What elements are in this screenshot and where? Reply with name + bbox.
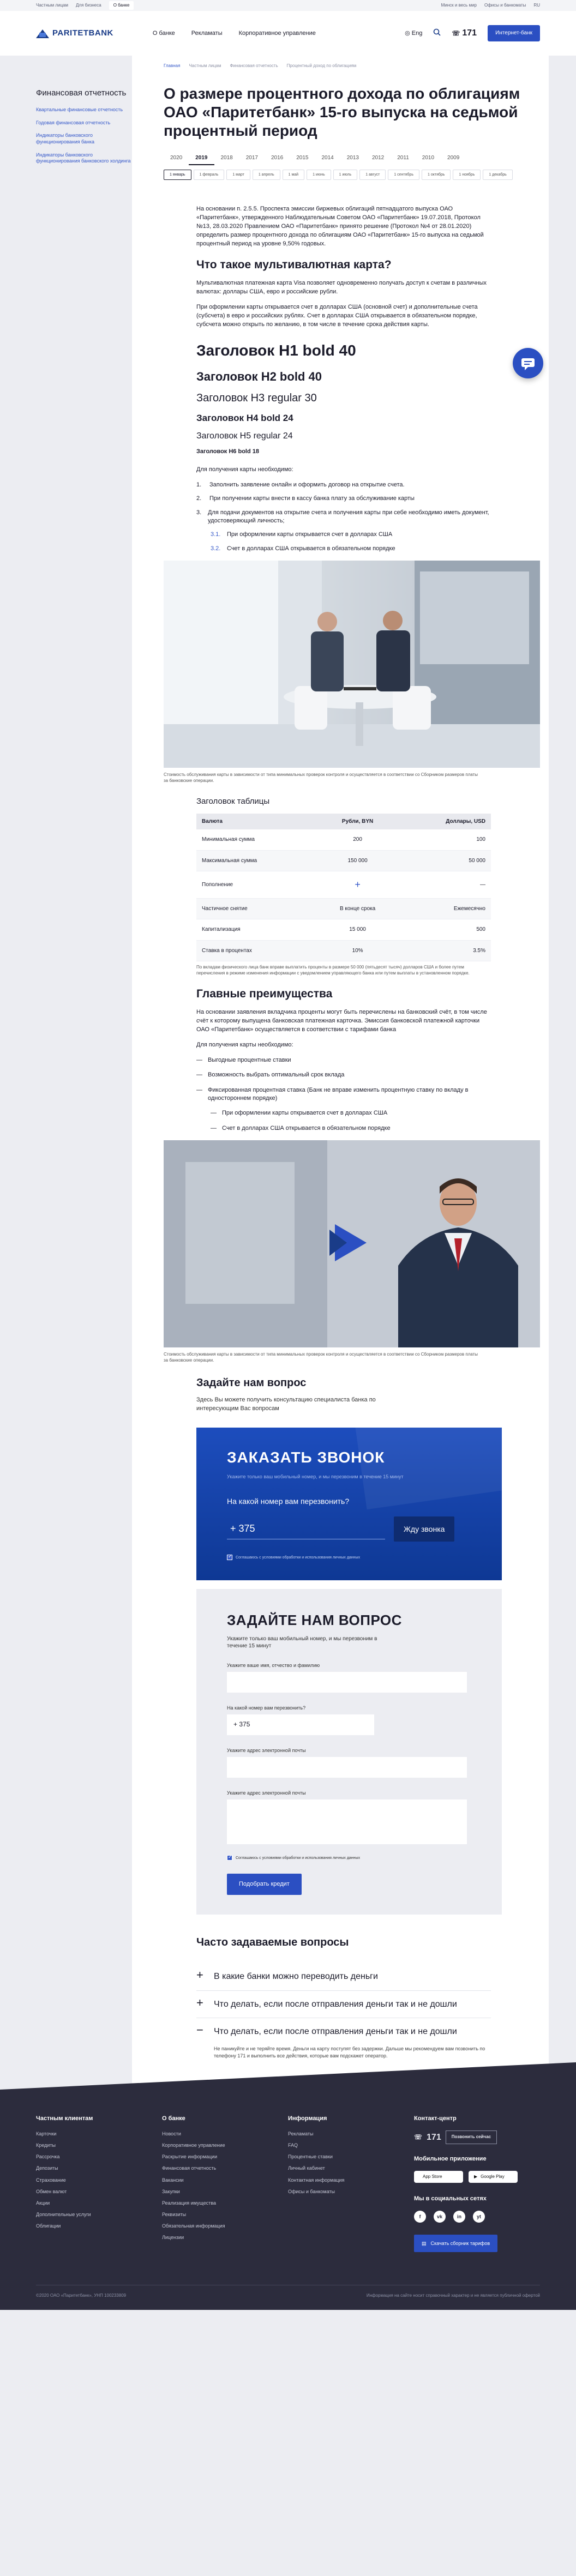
footer-link[interactable]: Процентные ставки [288, 2154, 333, 2160]
phone-icon: ☏ [414, 2133, 423, 2141]
chat-icon [513, 348, 543, 378]
footer-link[interactable]: Вакансии [162, 2177, 184, 2183]
list-item: — Счет в долларах США открывается в обязательном порядке [211, 1124, 391, 1131]
faq-item-open[interactable]: − Что делать, если после отправления деньги так и не дошли [196, 2023, 457, 2037]
footer-link[interactable]: Кредиты [36, 2142, 56, 2148]
region-selector[interactable]: Минск и весь мир [441, 2, 477, 8]
main-content [132, 56, 549, 2090]
name-label: Укажите ваше имя, отчество и фамилию [227, 1662, 320, 1668]
callback-title: ЗАКАЗАТЬ ЗВОНОК [227, 1448, 385, 1466]
language-link[interactable]: RU [533, 2, 540, 8]
footer-link[interactable]: Рассрочка [36, 2154, 60, 2160]
month-tab[interactable]: 1 октябрь [422, 170, 451, 180]
month-tab[interactable]: 1 апрель [253, 170, 280, 180]
heading-h3-sample: Заголовок H3 regular 30 [196, 392, 317, 405]
month-tab[interactable]: 1 март [226, 170, 250, 180]
footer-link[interactable]: Страхование [36, 2177, 66, 2183]
sidebar-title: Финансовая отчетность [36, 88, 127, 98]
google-play-button[interactable]: ▶ Google Play [469, 2171, 518, 2183]
steps-list [196, 481, 491, 553]
footer-link[interactable]: Обмен валют [36, 2188, 67, 2194]
nav-corporate[interactable]: Корпоративное управление [238, 29, 316, 37]
copyright: ©2020 ОАО «Паритетбанк», УНП 100233809 [36, 2293, 127, 2298]
site-footer [0, 2090, 576, 2310]
footer-link[interactable]: Раскрытие информации [162, 2154, 218, 2160]
question-form-title: ЗАДАЙТЕ НАМ ВОПРОС [227, 1611, 402, 1628]
footer-link[interactable]: Депозиты [36, 2165, 58, 2171]
lang-label: Eng [411, 29, 423, 37]
footer-link[interactable]: Дополнительные услуги [36, 2212, 91, 2217]
form-consent-label: Соглашаюсь с условиями обработки и использования личных данных [236, 1856, 361, 1860]
search-button[interactable] [433, 28, 441, 39]
list-item: — При оформлении карты открывается счет в долларах США [211, 1110, 388, 1117]
ask-intro [196, 1376, 491, 1413]
table-row: Частичное снятие В конце срока Ежемесячно [196, 898, 491, 919]
list-item: — Фиксированная процентная ставка (Банк не вправе изменить процентную ставку по вкладу в одностороннем порядке) [196, 1086, 469, 1102]
callback-phone-input[interactable]: + 375 [227, 1519, 385, 1539]
phone-icon: ☏ [452, 29, 460, 37]
month-tabs [164, 170, 513, 180]
offices-link[interactable]: Офисы и банкоматы [484, 2, 526, 8]
footer-link[interactable]: Облигации [36, 2223, 61, 2229]
footer-link[interactable]: Карточки [36, 2131, 57, 2137]
footer-link[interactable]: Реквизиты [162, 2212, 187, 2217]
footer-col-private [36, 2115, 162, 2252]
vk-icon[interactable]: vk [434, 2211, 446, 2223]
year-tab[interactable]: 2014 [321, 155, 334, 161]
globe-icon: ◎ [405, 29, 410, 37]
year-tab[interactable]: 2013 [346, 155, 359, 161]
video-player[interactable] [164, 1140, 540, 1347]
email-label: Укажите адрес электронной почты [227, 1748, 306, 1754]
download-tariffs-button[interactable]: ▤ Скачать сборник тарифов [414, 2235, 497, 2252]
chat-button[interactable] [513, 348, 543, 378]
sidebar-link-holding-indicators[interactable]: Индикаторы банковского функционирования банковского холдинга [36, 152, 131, 164]
main-nav [153, 29, 316, 38]
callback-form [196, 1428, 502, 1580]
footer-link[interactable]: Новости [162, 2131, 181, 2137]
advantages-lead: Для получения карты необходимо: [196, 1041, 293, 1048]
phone-label: На какой номер вам перезвонить? [227, 1705, 306, 1711]
table-row: Капитализация 15 000 500 [196, 919, 491, 941]
table-row: Ставка в процентах 10% 3.5% [196, 940, 491, 961]
callback-question: На какой номер вам перезвонить? [227, 1496, 350, 1506]
office-photo [164, 561, 540, 768]
document-icon: ▤ [422, 2241, 427, 2247]
heading-h1-sample: Заголовок H1 bold 40 [196, 341, 356, 359]
table-footnote: По вкладам физического лица банк вправе выплатить проценты в размере 50 000 (пятьдесят тысяч) долларов США и более путем перечисления в режиме изменения информации с уведомлением управляющего банка или путем выплаты в установленном порядке. [196, 965, 470, 976]
youtube-icon[interactable]: yt [473, 2211, 485, 2223]
name-input[interactable] [227, 1672, 467, 1693]
year-tab[interactable]: 2009 [447, 155, 460, 161]
month-tab[interactable]: 1 февраль [194, 170, 225, 180]
year-tab[interactable]: 2010 [422, 155, 435, 161]
top-link-business[interactable]: Для бизнеса [76, 2, 101, 8]
footer-phone[interactable]: 171 [427, 2132, 441, 2142]
paragraph-card-2: При оформлении карты открывается счет в долларах США (основной счет) и дополнительные счета (субсчета) в евро и российских рублях. Счет в долларах США открывается в обязательном порядке, субсчета можно открыть по желанию, в том числе в течение срока действия карты. [196, 304, 478, 328]
breadcrumb-private[interactable]: Частным лицам [189, 63, 221, 68]
year-tab[interactable]: 2020 [170, 155, 183, 161]
list-item: 3.1. При оформлении карты открывается счет в долларах США [211, 531, 393, 538]
page-title: О размере процентного дохода по облигациям ОАО «Паритетбанк» 15-го выпуска на седьмой процентный период [164, 85, 520, 140]
footer-link[interactable]: Офисы и банкоматы [288, 2188, 335, 2194]
list-item: — Выгодные процентные ставки [196, 1056, 291, 1063]
footer-link[interactable]: Контактная информация [288, 2177, 345, 2183]
play-store-icon: ▶ [474, 2174, 478, 2179]
minus-icon: − [196, 2023, 203, 2037]
bank-logo[interactable] [36, 27, 113, 39]
breadcrumb-current: Процентный доход по облигациям [286, 63, 357, 68]
photo-caption: Стоимость обслуживания карты в зависимости от типа минимальных проверок контроля и осуществляется в соответствии со Сборником размеров платы за банковские операции. [164, 772, 478, 783]
footer-col-info [288, 2115, 414, 2252]
social-title: Мы в социальных сетях [414, 2195, 487, 2202]
month-tab[interactable]: 1 август [359, 170, 386, 180]
form-consent[interactable] [227, 1855, 471, 1861]
table-row: Минимальная сумма 200 100 [196, 829, 491, 850]
year-tab[interactable]: 2015 [296, 155, 309, 161]
office-scene-image [164, 561, 540, 768]
email-input[interactable] [227, 1757, 467, 1778]
table-row: Пополнение + — [196, 871, 491, 898]
footer-link[interactable]: FAQ [288, 2142, 298, 2148]
month-tab[interactable]: 1 июнь [307, 170, 331, 180]
callback-subtitle: Укажите только ваш мобильный номер, и мы перезвоним в течение 15 минут [227, 1473, 404, 1479]
callback-consent-label: Соглашаюсь с условиями обработки и использования личных данных [236, 1555, 361, 1560]
faq-answer: Не паникуйте и не теряйте время. Деньги на карту поступят без задержки. Дальше мы рекомендуем вам позвонить по телефону 171 и выполнить все действия, которые вам подскажет оператор. [214, 2045, 485, 2059]
footer-link[interactable]: Рекламаты [288, 2131, 314, 2137]
intro-paragraph: На основании п. 2.5.5. Проспекта эмиссии биржевых облигаций пятнадцатого выпуска ОАО «Паритетбанк», утвержденного Наблюдательным Советом ОАО «Паритетбанк» 19.07.2018, Протокол №13, 28.03.2020 Правлением ОАО «Паритетбанк» принято решение (Протокол №4 от 28.01.2020) определить размер процентного дохода по облигациям ОАО «Паритетбанк» 15-го выпуска на седьмой процентный период на уровне 9,50% годовых. [196, 206, 484, 247]
top-link-private[interactable]: Частным лицам [36, 2, 69, 8]
list-item: 3. Для подачи документов на открытие счета и получения карты при себе необходимо иметь документ, удостоверяющий личность; [196, 509, 489, 524]
question-label: Укажите адрес электронной почты [227, 1790, 306, 1796]
question-form-subtitle: Укажите только ваш мобильный номер, и мы перезвоним в течение 15 минут [227, 1635, 377, 1650]
facebook-icon[interactable]: f [414, 2211, 426, 2223]
year-tab-selected[interactable]: 2019 [189, 152, 214, 165]
advantages-paragraph: На основании заявления вкладчика проценты могут быть перечислены на банковский счёт, в том числе счёт к которому выпущена банковская платежная карточка. Эмиссия банковской платежной карточки ОАО «Паритетбанк» осуществляется в соответствии с тарифами банка [196, 1009, 487, 1033]
play-icon[interactable] [327, 1222, 369, 1263]
callback-submit-button[interactable]: Жду звонка [394, 1516, 454, 1542]
footer-col-title: Частным клиентам [36, 2115, 93, 2122]
requirements-lead: Для получения карты необходимо: [196, 466, 293, 473]
year-tab[interactable]: 2012 [372, 155, 385, 161]
sidebar-link-bank-indicators[interactable]: Индикаторы банковского функционирования банка [36, 133, 95, 145]
plus-icon: + [196, 1968, 203, 1982]
phone-input[interactable]: + 375 [227, 1714, 374, 1735]
table-header-row [196, 814, 491, 830]
section-heading-card: Что такое мультивалютная карта? [196, 258, 392, 271]
footer-link[interactable]: Личный кабинет [288, 2165, 325, 2171]
sidebar [36, 56, 132, 2090]
list-item: 3.2. Счет в долларах США открывается в обязательном порядке [211, 545, 395, 552]
heading-h6-sample: Заголовок H6 bold 18 [196, 448, 259, 455]
article [164, 205, 491, 2068]
instagram-icon[interactable]: in [453, 2211, 465, 2223]
logo-mark-icon [36, 27, 49, 39]
footer-link[interactable]: Корпоративное управление [162, 2142, 225, 2148]
nav-about[interactable]: О банке [152, 29, 175, 37]
year-tabs [164, 152, 513, 165]
month-tab[interactable]: 1 сентябрь [388, 170, 419, 180]
list-item: — Возможность выбрать оптимальный срок вклада [196, 1072, 345, 1079]
table-title: Заголовок таблицы [196, 796, 270, 806]
header-phone[interactable] [452, 27, 477, 39]
advantages-list [196, 1056, 491, 1133]
month-tab-selected[interactable]: 1 январь [164, 170, 191, 180]
table-row: Максимальная сумма 150 000 50 000 [196, 850, 491, 871]
breadcrumb [164, 56, 513, 69]
paragraph-card-1: Мультивалютная платежная карта Visa позволяет одновременно получать доступ к счетам в различных валютах: доллары США, евро и российские рубли. [196, 280, 487, 296]
faq-item[interactable]: + Что делать, если после отправления деньги так и не дошли [196, 1991, 491, 2019]
top-link-about[interactable]: О банке [109, 1, 134, 10]
app-store-button[interactable]: App Store [414, 2171, 463, 2183]
footer-col-contacts [414, 2115, 540, 2252]
ask-text: Здесь Вы можете получить консультацию специалиста банка по интересующим Вас вопросам [196, 1396, 376, 1412]
question-textarea[interactable] [227, 1799, 467, 1844]
conditions-table [196, 814, 491, 961]
footer-col-title: Информация [288, 2115, 327, 2122]
faq-heading: Часто задаваемые вопросы [196, 1936, 349, 1949]
year-tab[interactable]: 2018 [220, 155, 233, 161]
checkbox-checked-icon[interactable] [227, 1855, 232, 1861]
footer-link[interactable]: Закупки [162, 2188, 180, 2194]
checkbox-checked-icon[interactable] [227, 1555, 232, 1560]
heading-h5-sample: Заголовок H5 regular 24 [196, 431, 293, 441]
footer-link[interactable]: Акции [36, 2200, 50, 2206]
ask-heading: Задайте нам вопрос [196, 1376, 307, 1389]
faq-section [196, 1935, 491, 2068]
year-tab[interactable]: 2011 [397, 155, 409, 161]
list-item: 1. Заполнить заявление онлайн и оформить договор на открытие счета. [196, 481, 405, 488]
top-bar [0, 0, 576, 11]
site-header [0, 11, 576, 56]
lang-switch[interactable] [405, 29, 422, 38]
heading-h2-sample: Заголовок H2 bold 40 [196, 369, 322, 383]
sidebar-link-annual[interactable]: Годовая финансовая отчетность [36, 119, 111, 125]
year-tab[interactable]: 2017 [245, 155, 258, 161]
year-tab[interactable]: 2016 [271, 155, 284, 161]
sidebar-link-quarterly[interactable]: Квартальные финансовые отчетность [36, 107, 123, 112]
video-caption: Стоимость обслуживания карты в зависимости от типа минимальных проверок контроля и осуществляется в соответствии со Сборником размеров платы за банковские операции. [164, 1352, 478, 1363]
footer-link[interactable]: Лицензии [162, 2235, 184, 2241]
footer-link[interactable]: Финансовая отчетность [162, 2165, 217, 2171]
footer-link[interactable]: Обязательная информация [162, 2223, 225, 2229]
disclaimer: Информация на сайте носит справочный характер и не является публичной офертой [366, 2293, 540, 2298]
internet-bank-button[interactable]: Интернет-банк [488, 25, 540, 41]
breadcrumb-home[interactable]: Главная [164, 63, 181, 68]
month-tab[interactable]: 1 декабрь [483, 170, 512, 180]
logo-text: PARITETBANK [52, 28, 113, 38]
footer-link[interactable]: Реализация имущества [162, 2200, 217, 2206]
heading-h4-sample: Заголовок H4 bold 24 [196, 413, 293, 424]
plus-icon: + [196, 1995, 203, 2009]
table-header-cell: Валюта [196, 814, 316, 830]
table-header-cell: Рубли, BYN [316, 814, 400, 830]
footer-col-about [162, 2115, 288, 2252]
header-phone-number: 171 [462, 28, 477, 38]
question-form [196, 1589, 502, 1915]
search-icon [433, 28, 441, 36]
faq-item[interactable]: + В какие банки можно переводить деньги [196, 1963, 491, 1991]
call-now-button[interactable]: Позвонить сейчас [446, 2130, 497, 2144]
footer-col-title: О банке [162, 2115, 185, 2122]
table-header-cell: Доллары, USD [400, 814, 491, 830]
plus-icon: + [316, 871, 400, 898]
apps-title: Мобильное приложение [414, 2155, 487, 2162]
month-tab[interactable]: 1 июль [333, 170, 358, 180]
list-item: 2. При получении карты внести в кассу банка плату за обслуживание карты [196, 495, 415, 502]
advantages-heading: Главные преимущества [196, 987, 333, 1000]
month-tab[interactable]: 1 май [283, 170, 304, 180]
callback-consent[interactable] [227, 1555, 471, 1560]
footer-col-title: Контакт-центр [414, 2115, 457, 2122]
form-submit-button[interactable]: Подобрать кредит [227, 1874, 302, 1895]
nav-advertising[interactable]: Рекламаты [191, 29, 223, 37]
month-tab[interactable]: 1 ноябрь [453, 170, 481, 180]
breadcrumb-reports[interactable]: Финансовая отчетность [230, 63, 278, 68]
